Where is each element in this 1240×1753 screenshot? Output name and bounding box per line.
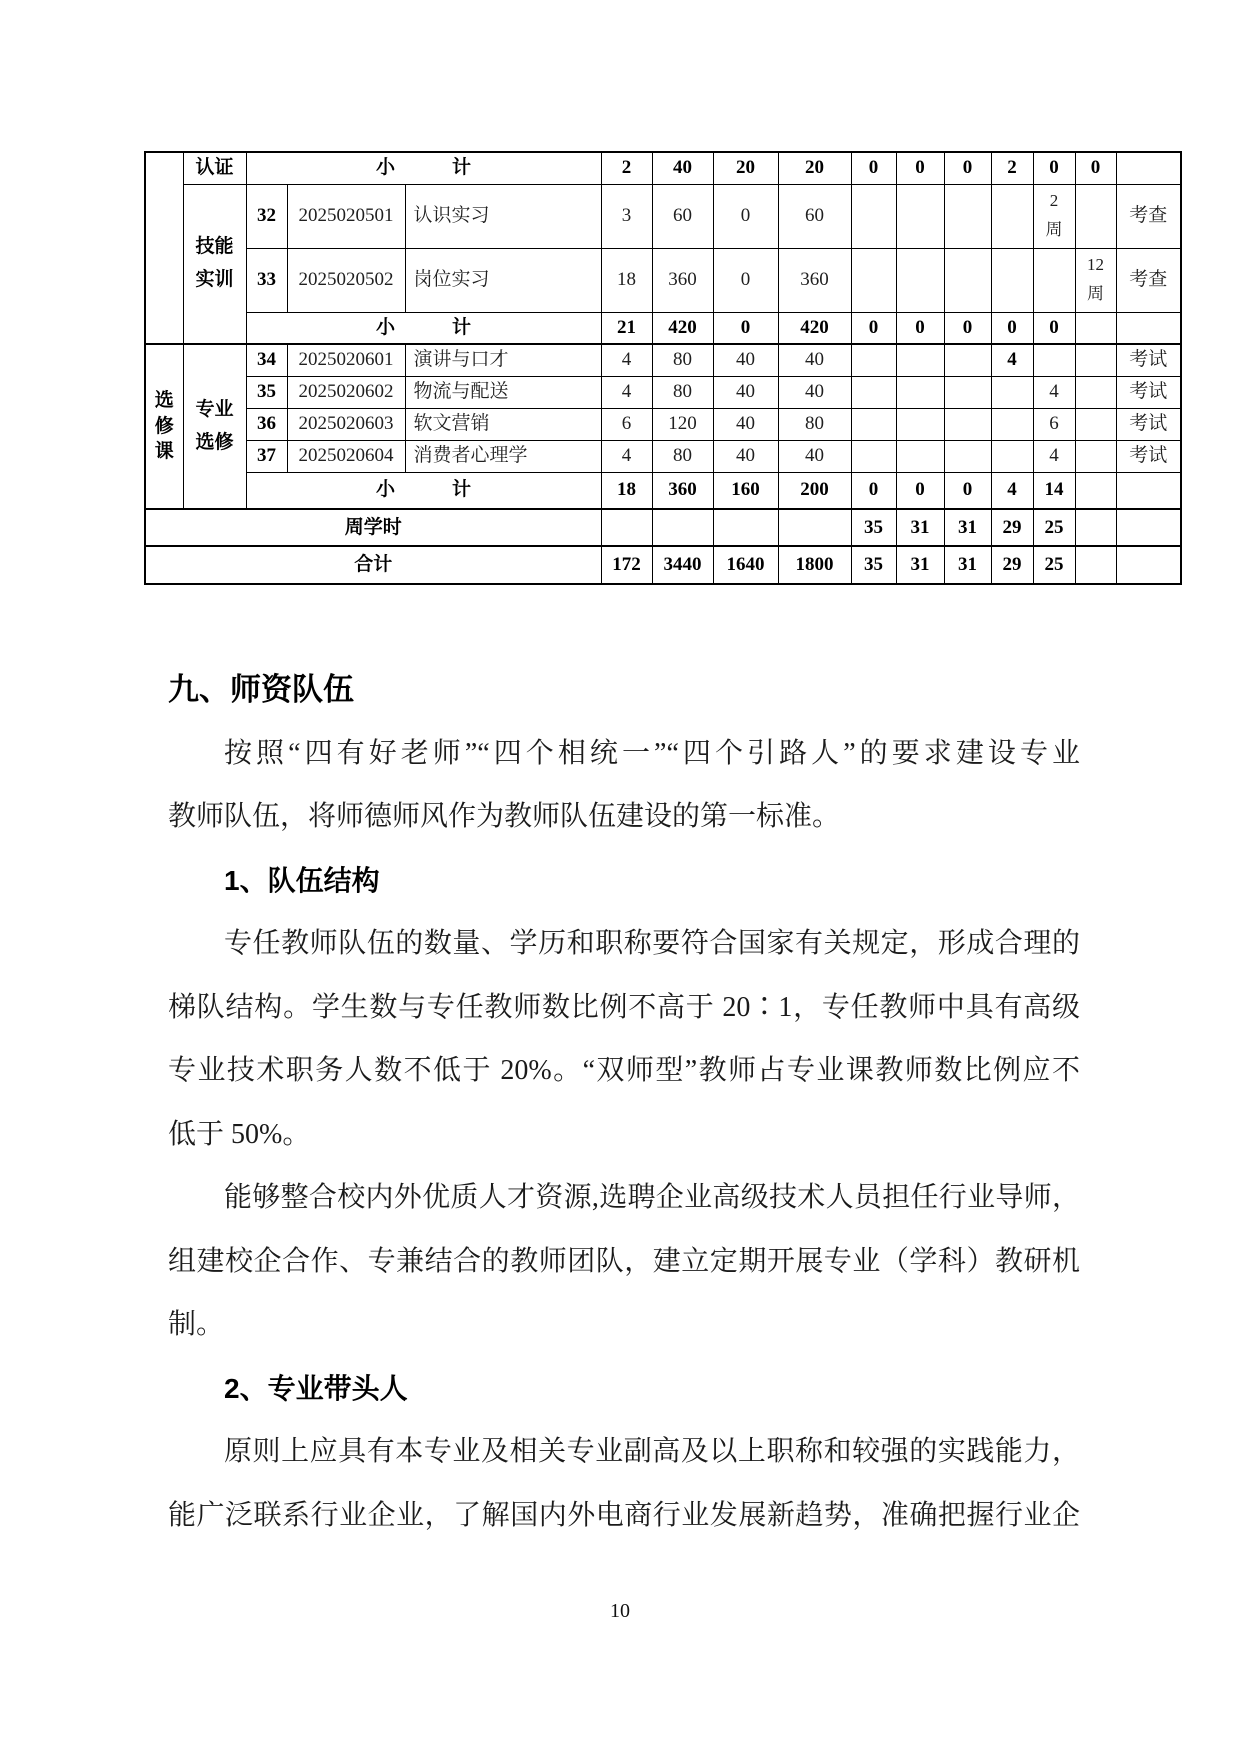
empty-cell — [944, 184, 991, 248]
table-body — [145, 152, 1181, 584]
value-cell: 35 — [851, 546, 896, 584]
category-label: 选 修 课 — [145, 344, 183, 509]
course-no: 35 — [246, 376, 287, 408]
value-cell: 360 — [778, 248, 851, 312]
value-cell: 0 — [713, 184, 778, 248]
empty-cell — [1075, 344, 1116, 376]
empty-cell — [991, 184, 1033, 248]
text-line: 专业技术职务人数不低于 20%。“双师型”教师占专业课教师数比例应不 — [168, 1055, 1080, 1086]
value-cell: 420 — [778, 312, 851, 344]
value-cell: 0 — [1075, 152, 1116, 184]
text-line: 低于 50%。 — [168, 1118, 311, 1150]
empty-cell — [1075, 312, 1116, 344]
value-cell: 18 — [601, 248, 652, 312]
value-cell: 360 — [652, 472, 713, 509]
empty-cell — [1116, 546, 1181, 584]
course-no: 34 — [246, 344, 287, 376]
table-row — [145, 440, 1181, 472]
table-row — [145, 152, 1181, 184]
empty-cell — [991, 376, 1033, 408]
table-row — [145, 248, 1181, 312]
sub-heading: 2、专业带头人 — [224, 1372, 408, 1404]
value-cell: 4 — [601, 376, 652, 408]
empty-cell — [1075, 472, 1116, 509]
course-name: 软文营销 — [405, 408, 601, 440]
empty-cell — [1033, 344, 1075, 376]
table-row — [145, 408, 1181, 440]
empty-cell — [1075, 546, 1116, 584]
course-no: 33 — [246, 248, 287, 312]
value-cell: 360 — [652, 248, 713, 312]
value-cell: 0 — [991, 312, 1033, 344]
empty-cell — [851, 184, 896, 248]
value-cell: 0 — [851, 312, 896, 344]
value-cell: 31 — [896, 546, 944, 584]
value-cell: 4 — [991, 472, 1033, 509]
empty-cell — [1075, 184, 1116, 248]
value-cell: 40 — [652, 152, 713, 184]
empty-cell — [851, 248, 896, 312]
value-cell: 4 — [991, 344, 1033, 376]
course-name: 物流与配送 — [405, 376, 601, 408]
category-continued-cell — [145, 152, 183, 344]
empty-cell — [944, 248, 991, 312]
empty-cell — [1116, 312, 1181, 344]
value-cell: 2 — [601, 152, 652, 184]
subtotal-label: 小 计 — [246, 312, 601, 344]
sub-heading: 1、队伍结构 — [224, 864, 380, 896]
value-cell: 40 — [713, 440, 778, 472]
table-row — [145, 509, 1181, 546]
value-cell: 0 — [851, 472, 896, 509]
value-cell: 4 — [1033, 440, 1075, 472]
text-line: 原则上应具有本专业及相关专业副高及以上职称和较强的实践能力， — [224, 1436, 1080, 1467]
value-cell: 0 — [896, 472, 944, 509]
text-line: 梯队结构。学生数与专任教师数比例不高于 20∶1，专任教师中具有高级 — [168, 991, 1080, 1023]
subcategory-label: 认证 — [183, 152, 246, 184]
value-cell: 29 — [991, 509, 1033, 546]
empty-cell — [896, 408, 944, 440]
subcategory-label: 专业 选修 — [183, 344, 246, 509]
table-row — [145, 376, 1181, 408]
course-code: 2025020602 — [287, 376, 405, 408]
empty-cell — [1116, 152, 1181, 184]
value-cell: 80 — [652, 440, 713, 472]
value-cell: 40 — [778, 376, 851, 408]
value-cell: 0 — [713, 312, 778, 344]
value-cell: 172 — [601, 546, 652, 584]
text-line: 制。 — [168, 1309, 225, 1340]
course-name: 岗位实习 — [405, 248, 601, 312]
value-cell: 20 — [713, 152, 778, 184]
value-cell: 14 — [1033, 472, 1075, 509]
empty-cell — [991, 248, 1033, 312]
value-cell: 160 — [713, 472, 778, 509]
empty-cell — [896, 344, 944, 376]
empty-cell — [1116, 509, 1181, 546]
value-cell: 4 — [601, 344, 652, 376]
course-code: 2025020502 — [287, 248, 405, 312]
value-cell: 40 — [778, 440, 851, 472]
empty-cell — [1116, 472, 1181, 509]
exam-type: 考试 — [1116, 376, 1181, 408]
exam-type: 考试 — [1116, 440, 1181, 472]
empty-cell — [1075, 376, 1116, 408]
value-cell: 3440 — [652, 546, 713, 584]
value-cell: 31 — [896, 509, 944, 546]
text-line: 按照“四有好老师”“四个相统一”“四个引路人”的要求建设专业 — [224, 737, 1080, 769]
value-cell: 3 — [601, 184, 652, 248]
empty-cell — [896, 184, 944, 248]
table-row — [145, 344, 1181, 376]
value-cell: 0 — [1033, 152, 1075, 184]
empty-cell — [851, 376, 896, 408]
table-row — [145, 546, 1181, 584]
value-cell: 4 — [601, 440, 652, 472]
value-cell: 0 — [713, 248, 778, 312]
empty-cell — [851, 344, 896, 376]
value-cell: 0 — [944, 472, 991, 509]
value-cell: 80 — [778, 408, 851, 440]
value-cell: 6 — [1033, 408, 1075, 440]
course-name: 消费者心理学 — [405, 440, 601, 472]
text-line: 能够整合校内外优质人才资源,选聘企业高级技术人员担任行业导师， — [224, 1182, 1080, 1213]
course-no: 37 — [246, 440, 287, 472]
table-row — [145, 184, 1181, 248]
value-cell: 31 — [944, 546, 991, 584]
exam-type: 考查 — [1116, 184, 1181, 248]
value-cell: 60 — [652, 184, 713, 248]
text-line: 能广泛联系行业企业，了解国内外电商行业发展新趋势，准确把握行业企 — [168, 1499, 1080, 1531]
course-no: 32 — [246, 184, 287, 248]
empty-cell — [851, 408, 896, 440]
value-cell: 12 周 — [1075, 248, 1116, 312]
value-cell: 18 — [601, 472, 652, 509]
value-cell: 1800 — [778, 546, 851, 584]
value-cell: 20 — [778, 152, 851, 184]
value-cell: 25 — [1033, 509, 1075, 546]
value-cell: 0 — [944, 312, 991, 344]
value-cell: 120 — [652, 408, 713, 440]
value-cell: 420 — [652, 312, 713, 344]
value-cell: 200 — [778, 472, 851, 509]
course-code: 2025020601 — [287, 344, 405, 376]
text-line: 教师队伍，将师德师风作为教师队伍建设的第一标准。 — [168, 801, 841, 832]
empty-cell — [1075, 440, 1116, 472]
value-cell: 2 — [991, 152, 1033, 184]
empty-cell — [944, 408, 991, 440]
empty-cell — [991, 440, 1033, 472]
value-cell: 1640 — [713, 546, 778, 584]
course-no: 36 — [246, 408, 287, 440]
value-cell: 80 — [652, 344, 713, 376]
value-cell: 40 — [713, 376, 778, 408]
empty-cell — [991, 408, 1033, 440]
value-cell: 0 — [944, 152, 991, 184]
empty-cell — [778, 509, 851, 546]
subcategory-label: 技能 实训 — [183, 184, 246, 344]
value-cell: 21 — [601, 312, 652, 344]
empty-cell — [896, 440, 944, 472]
exam-type: 考试 — [1116, 408, 1181, 440]
value-cell: 60 — [778, 184, 851, 248]
curriculum-table — [144, 151, 1182, 585]
course-code: 2025020501 — [287, 184, 405, 248]
exam-type: 考查 — [1116, 248, 1181, 312]
exam-type: 考试 — [1116, 344, 1181, 376]
value-cell: 6 — [601, 408, 652, 440]
value-cell: 29 — [991, 546, 1033, 584]
value-cell: 80 — [652, 376, 713, 408]
weekly-hours-label: 周学时 — [145, 509, 601, 546]
empty-cell — [944, 344, 991, 376]
value-cell: 0 — [896, 312, 944, 344]
value-cell: 2 周 — [1033, 184, 1075, 248]
course-name: 认识实习 — [405, 184, 601, 248]
empty-cell — [896, 376, 944, 408]
empty-cell — [1033, 248, 1075, 312]
text-line: 组建校企合作、专兼结合的教师团队，建立定期开展专业（学科）教研机 — [168, 1245, 1080, 1277]
empty-cell — [1075, 509, 1116, 546]
value-cell: 31 — [944, 509, 991, 546]
grand-total-label: 合计 — [145, 546, 601, 584]
empty-cell — [601, 509, 652, 546]
value-cell: 40 — [778, 344, 851, 376]
value-cell: 0 — [896, 152, 944, 184]
empty-cell — [851, 440, 896, 472]
value-cell: 25 — [1033, 546, 1075, 584]
empty-cell — [944, 440, 991, 472]
text-section — [168, 658, 1080, 1547]
empty-cell — [713, 509, 778, 546]
value-cell: 40 — [713, 408, 778, 440]
paragraph-container — [168, 722, 1080, 1548]
course-name: 演讲与口才 — [405, 344, 601, 376]
section-heading: 九、师资队伍 — [168, 672, 354, 707]
page-number: 10 — [610, 1600, 630, 1622]
subtotal-label: 小 计 — [246, 472, 601, 509]
empty-cell — [896, 248, 944, 312]
value-cell: 0 — [1033, 312, 1075, 344]
empty-cell — [652, 509, 713, 546]
value-cell: 4 — [1033, 376, 1075, 408]
empty-cell — [1075, 408, 1116, 440]
course-code: 2025020603 — [287, 408, 405, 440]
empty-cell — [944, 376, 991, 408]
text-line: 专任教师队伍的数量、学历和职称要符合国家有关规定，形成合理的 — [224, 928, 1080, 959]
table-row — [145, 312, 1181, 344]
value-cell: 40 — [713, 344, 778, 376]
subtotal-label: 小 计 — [246, 152, 601, 184]
value-cell: 0 — [851, 152, 896, 184]
value-cell: 35 — [851, 509, 896, 546]
table-row — [145, 472, 1181, 509]
course-code: 2025020604 — [287, 440, 405, 472]
